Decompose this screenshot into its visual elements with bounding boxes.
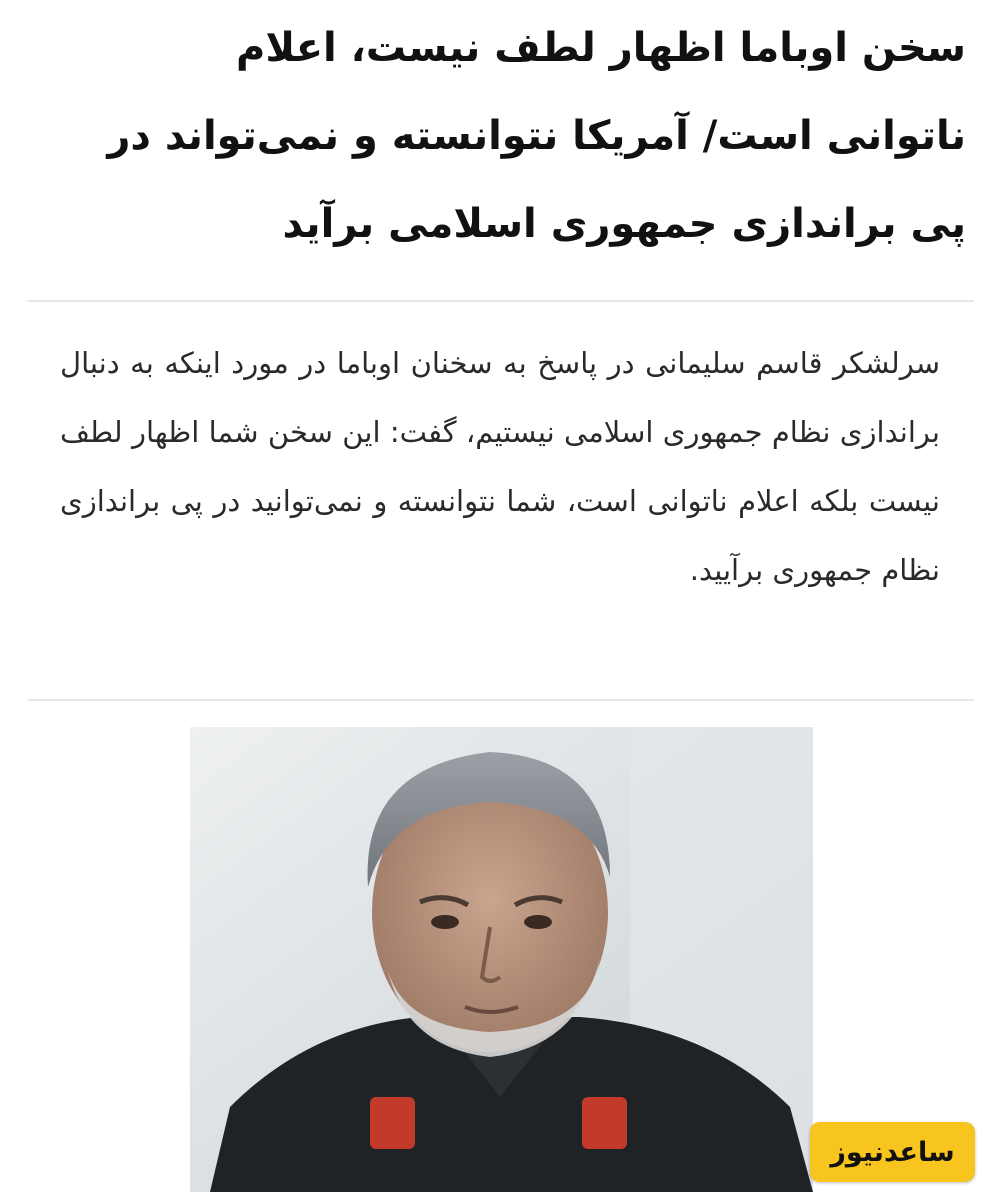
article-lead-paragraph: سرلشکر قاسم سلیمانی در پاسخ به سخنان اوباما در مورد اینکه به دنبال براندازی نظام جمهوری اسلامی نیستیم، گفت: این سخن شما اظهار لطف نیست بلکه اعلام ناتوانی است، شما نتوانسته و نمی‌توانید در پی براندازی نظام جمهوری برآیید. [60,346,940,587]
collar-insignia-left [370,1097,415,1149]
article-headline: سخن اوباما اظهار لطف نیست، اعلام ناتوانی است/ آمریکا نتوانسته و نمی‌تواند در پی براندازی جمهوری اسلامی برآید [107,25,966,247]
collar-insignia-right [582,1097,627,1149]
saednews-logo-badge [810,1122,975,1182]
headline-divider [28,300,974,302]
lead-divider [28,699,974,701]
portrait-illustration [190,727,813,1192]
saednews-logo-text: ساعدنیوز [830,1136,955,1168]
article-photo [190,727,813,1192]
